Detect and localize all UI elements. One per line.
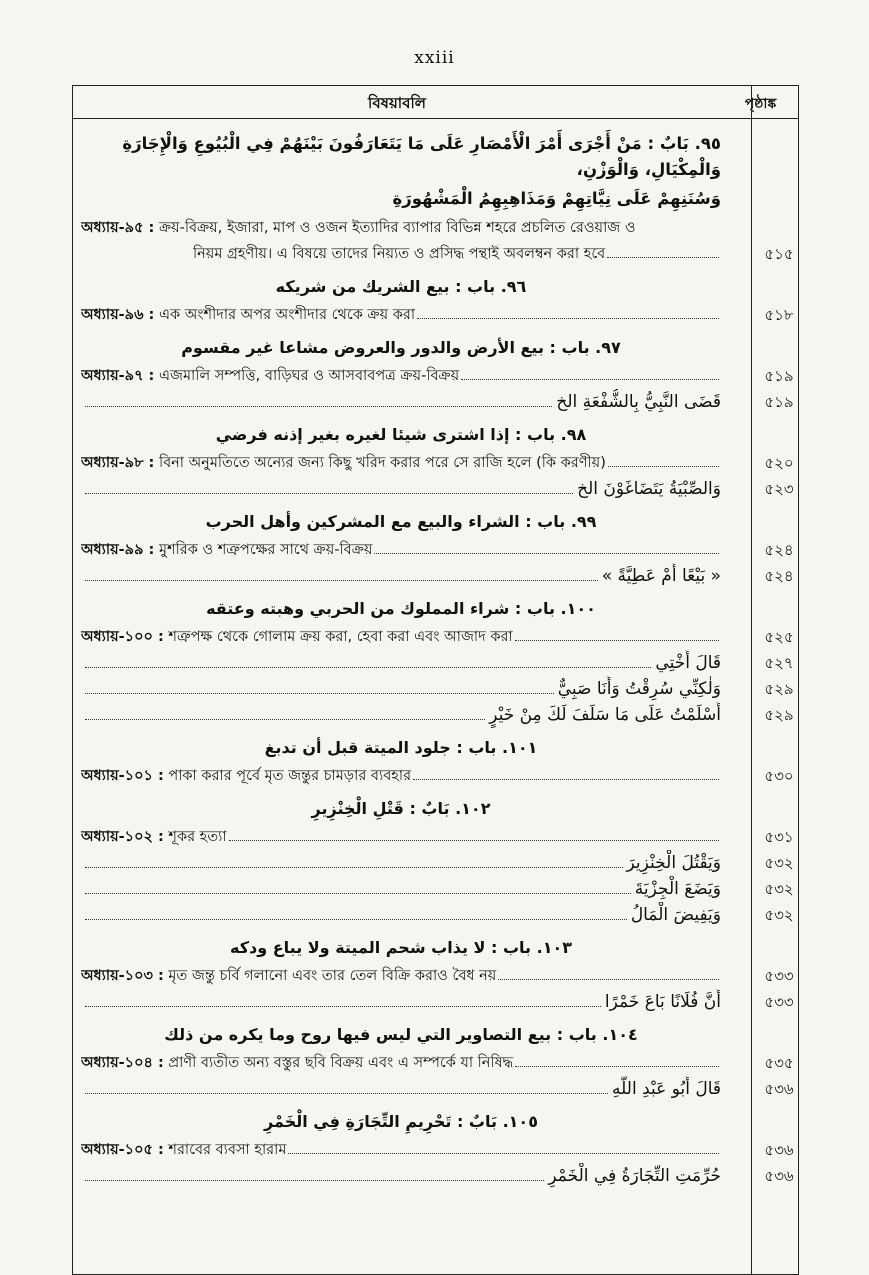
page-number: xxiii [414,48,455,68]
entry-label: অধ্যায়-৯৫ : [81,220,155,236]
dot-leader [85,718,485,720]
entry-label: অধ্যায়-৯৬ : [81,307,155,323]
chapter-block [73,267,800,328]
entry-arabic-text: وَيَضَعَ الْجِزْيَةَ [634,879,721,899]
entry-arabic-text: حُرِّمَتِ التِّجَارَةُ فِي الْخَمْرِ [548,1166,721,1186]
chapter-entry[interactable] [81,963,794,989]
chapter-heading: ١٠٤. باب : بيع التصاوير التي ليس فيها روح وما يكره من ذلك [164,1025,638,1044]
chapter-heading: ١٠٠. باب : شراء المملوك من الحربي وهبته وعتقه [206,599,596,618]
entry-page-number: ৫৩২ [764,854,794,872]
entry-text: ক্রয়-বিক্রয়, ইজারা, মাপ ও ওজন ইত্যাদির ব্যাপার বিভিন্ন শহরে প্রচলিত রেওয়াজ ও [158,220,636,236]
arabic-entry[interactable] [81,650,794,676]
chapter-entry[interactable] [81,302,794,328]
entry-label: অধ্যায়-১০৩ : [81,968,164,984]
dot-leader [85,492,573,494]
entry-page-number: ৫৩৩ [764,967,794,985]
chapter-block [73,1015,800,1102]
dot-leader [608,465,719,467]
chapter-block [73,728,800,789]
entry-text: এক অংশীদার অপর অংশীদার থেকে ক্রয় করা [158,307,416,323]
arabic-entry[interactable] [81,702,794,728]
chapter-heading: ٩٦. باب : بيع الشريك من شريكه [275,277,527,296]
arabic-entry[interactable] [81,1163,794,1189]
chapter-heading: ٩٧. باب : بيع الأرض والدور والعروض مشاعا غير مقسوم [181,338,621,357]
entry-text: পাকা করার পূর্বে মৃত জন্তুর চামড়ার ব্যবহার [168,768,412,784]
dot-leader [607,256,719,258]
dot-leader [85,1092,608,1094]
chapter-entry[interactable] [81,450,794,476]
chapter-heading: ١٠١. باب : جلود الميتة قبل أن تدبغ [264,738,538,757]
chapter-entry[interactable] [81,763,794,789]
arabic-entry[interactable] [81,876,794,902]
entry-arabic-text: قَضَى النَّبِيُّ بِالشُّفْعَةِ الخ [556,392,721,412]
entry-arabic-text: وَالصِّبْيَةُ يَتَضَاغَوْنَ الخ [577,479,721,499]
toc-content [73,119,798,1189]
chapter-heading: ٩٥. بَابٌ : مَنْ أَجْرَى أَمْرَ الْأَمْصَارِ عَلَى مَا يَتَعَارَفُونَ بَيْنَهُمْ فِي الْبُيُوعِ وَالْإِجَارَةِ وَالْمِكْيَالِ، وَالْوَزْنِ، [122,134,721,179]
entry-page-number: ৫২৫ [764,628,794,646]
dot-leader [374,552,719,554]
dot-leader [85,405,552,407]
entry-page-number: ৫৩০ [764,767,794,785]
chapter-block [73,415,800,502]
entry-page-number: ৫১৫ [764,245,794,263]
chapter-entry[interactable] [81,363,794,389]
chapter-heading: ٩٩. باب : الشراء والبيع مع المشركين وأهل الحرب [205,512,597,531]
chapter-heading: ١٠٢. بَابٌ : قَتْلِ الْخِنْزِيرِ [311,799,491,818]
entry-page-number: ৫৩২ [764,906,794,924]
chapter-block [73,1102,800,1189]
chapter-heading: ٩٨. باب : إذا اشترى شيئا لغيره بغير إذنه فرضي [215,425,587,444]
entry-page-number: ৫৩১ [764,828,794,846]
dot-leader [417,317,719,319]
toc-table [72,85,799,1275]
entry-page-number: ৫৩২ [764,880,794,898]
dot-leader [85,866,623,868]
dot-leader [85,692,554,694]
chapter-block [73,502,800,589]
entry-page-number: ৫২৯ [764,680,794,698]
chapter-entry[interactable] [81,1050,794,1076]
entry-label: অধ্যায়-১০২ : [81,829,164,845]
table-header [73,86,798,119]
entry-label: অধ্যায়-৯৮ : [81,455,155,471]
entry-page-number: ৫৩৩ [764,993,794,1011]
entry-arabic-text: وَيَقْتُلَ الْخِنْزِيرَ [626,853,721,873]
entry-text: মুশরিক ও শত্রুপক্ষের সাথে ক্রয়-বিক্রয় [158,542,373,558]
entry-arabic-text: وَيَفِيضَ الْمَالُ [630,905,721,925]
entry-arabic-text: قَالَ أَبُو عَبْدِ اللَّهِ [612,1079,721,1099]
entry-text: শত্রুপক্ষ থেকে গোলাম ক্রয় করা, হেবা করা এবং আজাদ করা [168,629,513,645]
arabic-entry[interactable] [81,850,794,876]
entry-arabic-text: أَسْلَمْتُ عَلَى مَا سَلَفَ لَكَ مِنْ خَيْرٍ [489,705,721,725]
arabic-entry[interactable] [81,1076,794,1102]
dot-leader [85,892,631,894]
entry-label: অধ্যায়-৯৭ : [81,368,155,384]
chapter-entry[interactable] [81,1137,794,1163]
chapter-entry[interactable] [81,215,794,267]
entry-page-number: ৫২৩ [764,480,794,498]
entry-page-number: ৫২০ [764,454,794,472]
entry-page-number: ৫৩৫ [764,1054,794,1072]
entry-page-number: ৫১৯ [764,393,794,411]
dot-leader [515,1065,719,1067]
chapter-entry[interactable] [81,624,794,650]
page-column-header: পৃষ্ঠাঙ্ক [744,96,777,112]
subject-column-header: বিষয়াবলি [368,94,426,112]
entry-label: অধ্যায়-১০১ : [81,768,164,784]
entry-text: এজমালি সম্পত্তি, বাড়িঘর ও আসবাবপত্র ক্রয়-বিক্রয় [158,368,460,384]
dot-leader [85,579,598,581]
entry-arabic-text: « بَيْعًا أَمْ عَطِيَّةً » [601,566,721,586]
arabic-entry[interactable] [81,676,794,702]
entry-page-number: ৫৩৬ [764,1167,794,1185]
entry-page-number: ৫১৯ [764,367,794,385]
arabic-entry[interactable] [81,389,794,415]
entry-text: শূকর হত্যা [168,829,227,845]
dot-leader [498,978,719,980]
dot-leader [413,778,719,780]
chapter-entry[interactable] [81,537,794,563]
entry-label: অধ্যায়-১০৪ : [81,1055,164,1071]
entry-arabic-text: قَالَ أُخْتِي [655,653,721,673]
entry-text: নিয়ম গ্রহণীয়। এ বিষয়ে তাদের নিয়্যত ও প্রসিদ্ধ পন্থাই অবলম্বন করা হবে [193,246,606,262]
entry-label: অধ্যায়-৯৯ : [81,542,155,558]
chapter-heading: ١٠٣. باب : لا يذاب شحم الميتة ولا يباع ودكه [229,938,573,957]
dot-leader [85,1005,601,1007]
entry-page-number: ৫২৭ [764,654,794,672]
arabic-entry[interactable] [81,902,794,928]
entry-page-number: ৫২৪ [764,567,794,585]
chapter-heading: وَسُنَنِهِمْ عَلَى نِيَّاتِهِمْ وَمَذَاهِبِهِمُ الْمَشْهُورَةِ [392,189,721,208]
entry-label: অধ্যায়-১০৫ : [81,1142,164,1158]
chapter-block [73,789,800,928]
chapter-block [73,928,800,1015]
arabic-entry[interactable] [81,989,794,1015]
chapter-block [73,328,800,415]
chapter-block [73,589,800,728]
chapter-block [73,123,800,267]
dot-leader [229,839,719,841]
arabic-entry[interactable] [81,563,794,589]
arabic-entry[interactable] [81,476,794,502]
entry-arabic-text: أَنَّ فُلَانًا بَاعَ خَمْرًا [604,992,721,1012]
entry-text: প্রাণী ব্যতীত অন্য বস্তুর ছবি বিক্রয় এবং এ সম্পর্কে যা নিষিদ্ধ [168,1055,514,1071]
entry-text: শরাবের ব্যবসা হারাম [168,1142,287,1158]
chapter-entry[interactable] [81,824,794,850]
dot-leader [515,639,719,641]
entry-label: অধ্যায়-১০০ : [81,629,164,645]
dot-leader [85,666,651,668]
chapter-heading: ١٠٥. بَابٌ : تَحْرِيمِ التِّجَارَةِ فِي الْخَمْرِ [264,1112,538,1131]
entry-page-number: ৫১৮ [764,306,794,324]
dot-leader [85,1179,544,1181]
dot-leader [85,918,627,920]
entry-page-number: ৫৩৬ [764,1141,794,1159]
entry-text: বিনা অনুমতিতে অন্যের জন্য কিছু খরিদ করার পরে সে রাজি হলে (কি করণীয়) [158,455,606,471]
entry-page-number: ৫৩৬ [764,1080,794,1098]
entry-page-number: ৫২৪ [764,541,794,559]
entry-text: মৃত জন্তু চর্বি গলানো এবং তার তেল বিক্রি করাও বৈধ নয় [168,968,497,984]
dot-leader [461,378,719,380]
entry-page-number: ৫২৯ [764,706,794,724]
entry-arabic-text: وَلٰكِنِّي سُرِقْتُ وَأَنَا صَبِيٌّ [557,679,721,699]
dot-leader [288,1152,719,1154]
